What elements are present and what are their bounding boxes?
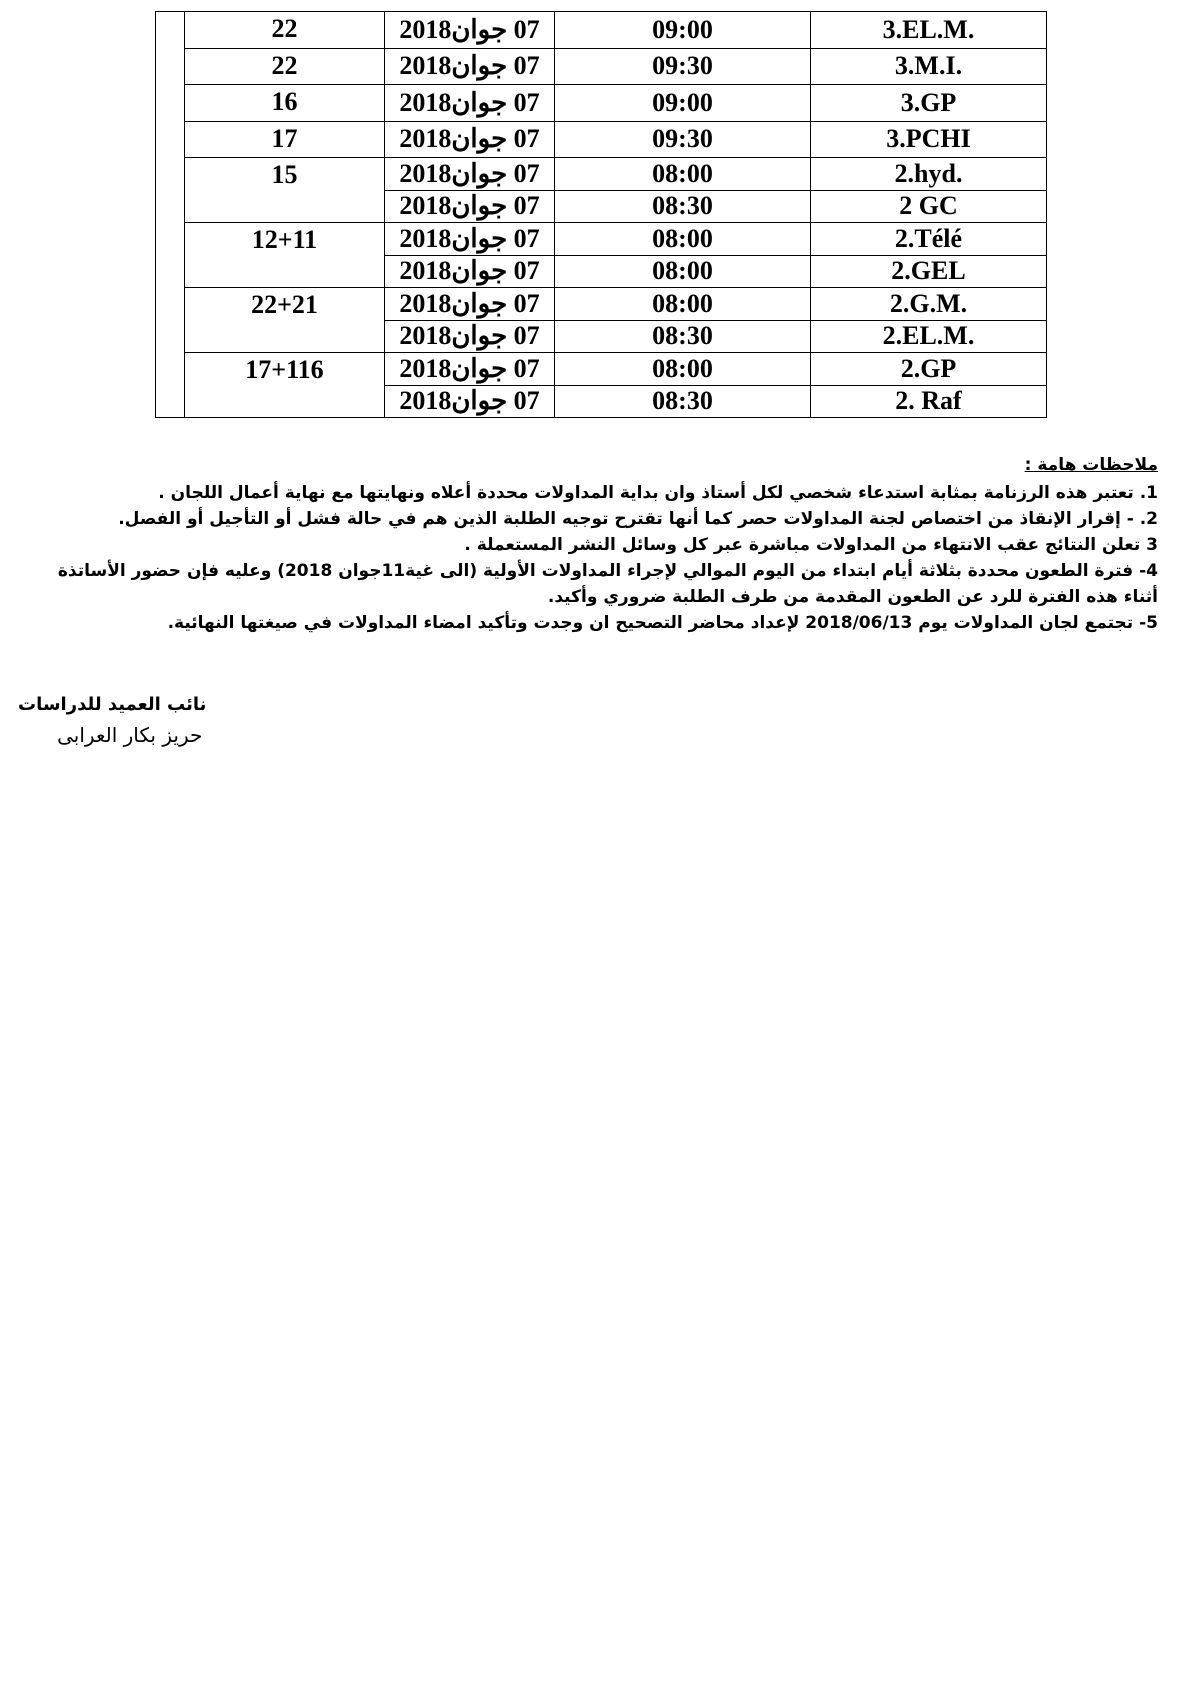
date-cell	[385, 385, 555, 418]
table-row	[156, 12, 1047, 49]
date-cell	[385, 190, 555, 223]
time-cell: 08:00	[555, 223, 811, 256]
room-cell: 16	[185, 85, 385, 122]
date-text: 07 جوان2018	[399, 51, 540, 81]
date-text: 07 جوان2018	[399, 223, 540, 253]
note-item: 4- فترة الطعون محددة بثلاثة أيام ابتداء من اليوم الموالي لإجراء المداولات الأولية (الى غية11جوان 2018) وعليه فإن حضور الأساتذة أثناء هذه الفترة للرد عن الطعون المقدمة من طرف الطلبة ضروري وأكيد.	[57, 561, 1158, 607]
time-cell: 08:30	[555, 190, 811, 223]
specialty-cell: 2.GP	[811, 353, 1047, 386]
specialty-cell: 2.GEL	[811, 255, 1047, 288]
date-cell	[385, 48, 555, 85]
time-cell: 08:00	[555, 288, 811, 321]
specialty-cell: 2.G.M.	[811, 288, 1047, 321]
room-cell: 17	[185, 121, 385, 158]
date-text: 07 جوان2018	[399, 288, 540, 318]
note-item: 5- تجتمع لجان المداولات يوم 2018/06/13 لإعداد محاضر التصحيح ان وجدت وتأكيد امضاء المداولات في صيغتها النهائية.	[167, 613, 1158, 633]
signatory-role: نائب العميد للدراسات	[18, 694, 207, 715]
room-cell: 22+21	[185, 288, 385, 353]
date-text: 07 جوان2018	[399, 87, 540, 117]
room-cell: 15	[185, 158, 385, 223]
schedule-table	[155, 11, 1047, 418]
schedule-body	[156, 12, 1047, 418]
time-cell: 09:30	[555, 48, 811, 85]
specialty-cell: 2. Raf	[811, 385, 1047, 418]
date-cell	[385, 353, 555, 386]
date-text: 07 جوان2018	[399, 321, 540, 351]
specialty-cell: 2 GC	[811, 190, 1047, 223]
time-cell: 08:30	[555, 320, 811, 353]
time-cell: 08:00	[555, 255, 811, 288]
specialty-cell: 3.M.I.	[811, 48, 1047, 85]
date-text: 07 جوان2018	[399, 191, 540, 221]
date-cell	[385, 223, 555, 256]
specialty-cell: 2.EL.M.	[811, 320, 1047, 353]
date-text: 07 جوان2018	[399, 124, 540, 154]
signature-block	[18, 690, 206, 750]
date-text: 07 جوان2018	[399, 256, 540, 286]
specialty-cell: 3.GP	[811, 85, 1047, 122]
date-text: 07 جوان2018	[399, 386, 540, 416]
specialty-cell: 2.Télé	[811, 223, 1047, 256]
note-item: 3 تعلن النتائج عقب الانتهاء من المداولات مباشرة عبر كل وسائل النشر المستعملة .	[464, 535, 1158, 555]
table-row	[156, 288, 1047, 321]
time-cell: 09:00	[555, 12, 811, 49]
left-margin-column	[156, 12, 185, 418]
table-row	[156, 85, 1047, 122]
specialty-cell: 3.EL.M.	[811, 12, 1047, 49]
date-cell	[385, 158, 555, 191]
date-cell	[385, 320, 555, 353]
notes-title: ملاحظات هامة :	[1024, 455, 1158, 475]
specialty-cell: 2.hyd.	[811, 158, 1047, 191]
date-cell	[385, 121, 555, 158]
important-notes	[50, 452, 1158, 636]
time-cell: 08:30	[555, 385, 811, 418]
table-row	[156, 353, 1047, 386]
date-text: 07 جوان2018	[399, 14, 540, 44]
note-item: 1. تعتبر هذه الرزنامة بمثابة استدعاء شخصي لكل أستاذ وان بداية المداولات محددة أعلاه ونهايتها مع نهاية أعمال اللجان .	[158, 483, 1158, 503]
table-row	[156, 121, 1047, 158]
table-row	[156, 158, 1047, 191]
specialty-cell: 3.PCHI	[811, 121, 1047, 158]
date-text: 07 جوان2018	[399, 353, 540, 383]
time-cell: 09:00	[555, 85, 811, 122]
room-cell: 22	[185, 48, 385, 85]
room-cell: 22	[185, 12, 385, 49]
table-row	[156, 223, 1047, 256]
date-text: 07 جوان2018	[399, 158, 540, 188]
date-cell	[385, 12, 555, 49]
time-cell: 08:00	[555, 353, 811, 386]
signatory-name: حريز بكار العرابى	[57, 723, 203, 747]
note-item: 2. - إقرار الإنقاذ من اختصاص لجنة المداولات حصر كما أنها تقترح توجيه الطلبة الذين هم في حالة فشل أو التأجيل أو الفصل.	[118, 509, 1158, 529]
date-cell	[385, 85, 555, 122]
date-cell	[385, 288, 555, 321]
time-cell: 08:00	[555, 158, 811, 191]
room-cell: 17+116	[185, 353, 385, 418]
room-cell: 12+11	[185, 223, 385, 288]
table-row	[156, 48, 1047, 85]
time-cell: 09:30	[555, 121, 811, 158]
date-cell	[385, 255, 555, 288]
